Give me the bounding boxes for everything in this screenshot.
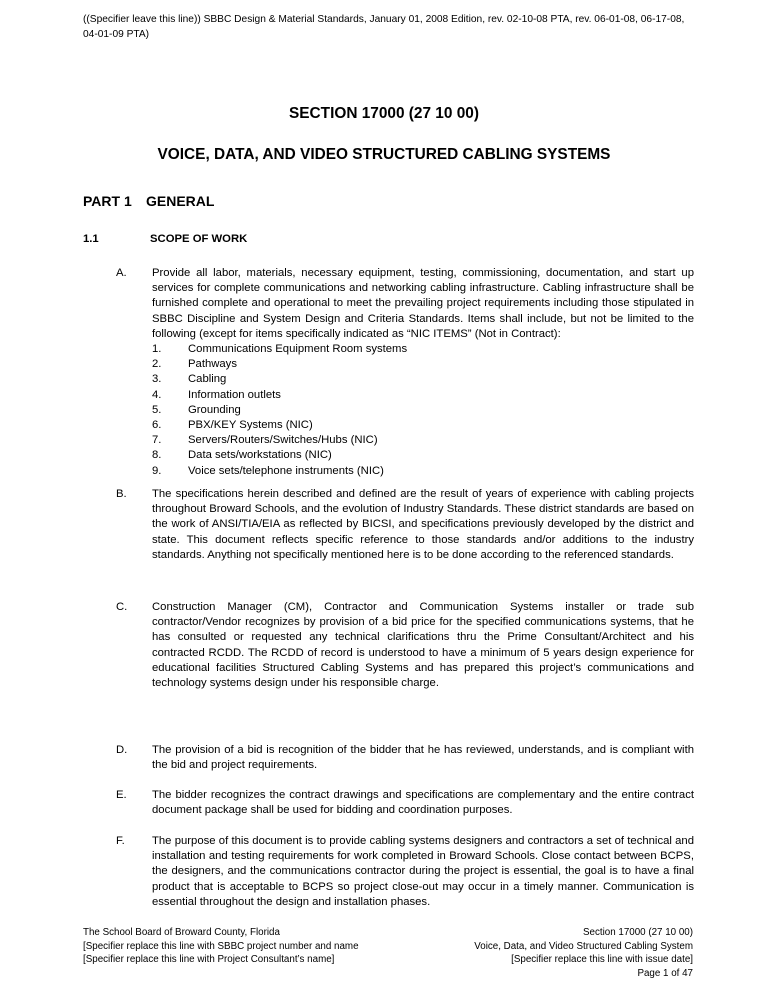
paragraph-letter: B.	[116, 488, 127, 500]
footer-owner: The School Board of Broward County, Florida	[83, 927, 280, 938]
list-item	[152, 342, 694, 357]
list-item	[152, 418, 694, 433]
footer-left	[83, 926, 359, 967]
section-title: SECTION 17000 (27 10 00)	[289, 105, 479, 122]
list-item	[152, 357, 694, 372]
subsection-number: 1.1	[83, 233, 99, 245]
paragraph-text: Construction Manager (CM), Contractor and Communication Systems installer or trade sub contractor/Vendor recognizes by provision of a bid price for the specified communications systems, that he has consulted or requested any technical clarifications thru the Prime Consultant/Architect and his contracted RCDD. The RCDD of record is understood to have a minimum of 5 years design experience for educational facilities Structured Cabling Systems and has prepared this project’s communications and technology systems design under his responsible charge.	[152, 601, 694, 690]
footer-section-title: Voice, Data, and Video Structured Cabling System	[474, 940, 693, 952]
list-item-text: Servers/Routers/Switches/Hubs (NIC)	[188, 434, 378, 447]
paragraph-text: The provision of a bid is recognition of the bidder that he has reviewed, understands, and is compliant with the bid and project requirements.	[152, 744, 694, 772]
list-item-text: Grounding	[188, 403, 241, 416]
paragraph-letter: E.	[116, 789, 127, 801]
part-number: PART 1	[83, 193, 132, 209]
subsection-title: SCOPE OF WORK	[150, 233, 248, 245]
paragraph-text	[152, 266, 694, 479]
list-item	[152, 464, 694, 479]
paragraph-body: Provide all labor, materials, necessary equipment, testing, commissioning, documentation, and start up services for complete communications and networking cabling infrastructure. Cabling infrastructure shall be furnished complete and operational to meet the prevailing project requirements including those stipulated in SBBC Discipline and System Design and Criteria Standards. Items shall include, but not be limited to the following (except for items specifically indicated as “NIC ITEMS” (Not in Contract):	[152, 267, 694, 340]
list-item	[152, 372, 694, 387]
list-item-text: Communications Equipment Room systems	[188, 343, 408, 356]
list-item-number: 1.	[152, 343, 162, 356]
part-heading	[83, 193, 214, 209]
footer-page-number: Page 1 of 47	[637, 967, 693, 979]
list-item-number: 2.	[152, 358, 162, 371]
footer-project-placeholder: [Specifier replace this line with SBBC project number and name	[83, 940, 359, 952]
paragraph-letter: F.	[116, 835, 125, 847]
list-item-text: Voice sets/telephone instruments (NIC)	[188, 464, 384, 477]
list-item	[152, 433, 694, 448]
list-item-number: 8.	[152, 449, 162, 462]
footer-right	[474, 926, 693, 980]
paragraph-letter: A.	[116, 267, 127, 279]
list-item-number: 6.	[152, 419, 162, 432]
paragraph-text: The bidder recognizes the contract drawings and specifications are complementary and the entire contract document package shall be used for bidding and coordination purposes.	[152, 789, 694, 817]
list-item	[152, 403, 694, 418]
list-item-text: Cabling	[188, 373, 227, 386]
list-item-number: 5.	[152, 403, 162, 416]
scope-items-list	[152, 342, 694, 479]
specifier-header-note: ((Specifier leave this line)) SBBC Design & Material Standards, January 01, 2008 Edition, rev. 02-10-08 PTA, rev. 06-01-08, 06-17-08, 04-01-09 PTA)	[83, 14, 685, 40]
list-item-text: PBX/KEY Systems (NIC)	[188, 419, 313, 432]
paragraph-letter: D.	[116, 744, 128, 756]
list-item-number: 7.	[152, 434, 162, 447]
section-subtitle: VOICE, DATA, AND VIDEO STRUCTURED CABLING SYSTEMS	[157, 146, 611, 163]
paragraph-letter: C.	[116, 601, 128, 613]
list-item-text: Information outlets	[188, 388, 281, 401]
paragraph-text: The purpose of this document is to provide cabling systems designers and contractors a set of technical and installation and testing requirements for work completed in Broward Schools. Close contact between BCPS, the designers, and the communications contractor during the project is essential, the goal is to have a final product that is acceptable to BCPS so project close-out may occur in a timely manner. Communication is essential throughout the design and installation phases.	[152, 835, 694, 908]
list-item-number: 9.	[152, 464, 162, 477]
footer-consultant-placeholder: [Specifier replace this line with Project Consultant’s name]	[83, 954, 335, 965]
list-item-text: Data sets/workstations (NIC)	[188, 449, 332, 462]
list-item	[152, 448, 694, 463]
list-item-number: 4.	[152, 388, 162, 401]
footer-issue-date-placeholder: [Specifier replace this line with issue date]	[511, 954, 693, 965]
list-item-text: Pathways	[188, 358, 237, 371]
list-item-number: 3.	[152, 373, 162, 386]
paragraph-text: The specifications herein described and defined are the result of years of experience with cabling projects throughout Broward Schools, and the evolution of Industry Standards. These district standards are based on the work of ANSI/TIA/EIA as reflected by BICSI, and specifications previously developed by the district and state. This document reflects specific reference to those standards and/or additions to the industry standards. Anything not specifically mentioned here is to be done according to the referenced standards.	[152, 488, 694, 561]
subsection-heading	[83, 233, 247, 245]
part-title: GENERAL	[146, 193, 215, 209]
list-item	[152, 388, 694, 403]
footer-section-number: Section 17000 (27 10 00)	[582, 927, 693, 938]
